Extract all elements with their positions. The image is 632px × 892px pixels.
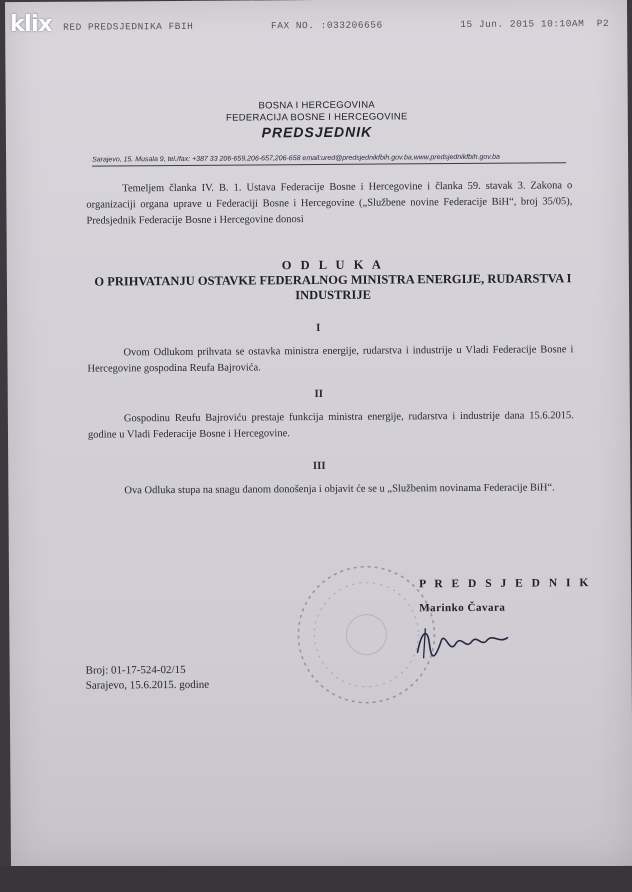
section-text: Ovom Odlukom prihvata se ostavka ministra energije, rudarstva i industrije u Vladi Federacije Bosne i Hercegovine gospodina Reufa Bajrovića. [87,344,574,375]
decision-subtitle: O PRIHVATANJU OSTAVKE FEDERALNOG MINISTRA ENERGIJE, RUDARSTVA I INDUSTRIJE [94,271,572,303]
decision-heading [77,256,589,305]
signature-name: Marinko Čavara [419,601,506,615]
document-number: Broj: 01-17-524-02/15 [85,663,186,677]
letterhead-federation: FEDERACIJA BOSNE I HERCEGOVINE [225,111,408,124]
signature-block [419,577,592,614]
klix-logo: klix [10,12,52,37]
letterhead-country: BOSNA I HERCEGOVINA [258,99,376,112]
fax-sender: RED PREDSJEDNIKA FBIH [63,20,194,33]
section-text: Ova Odluka stupa na snagu danom donošenja i objavit će se u „Službenim novinama Federacije BiH“. [124,482,555,497]
document-page [5,0,632,870]
letterhead [6,98,628,142]
document-place-date: Sarajevo, 15.6.2015. godine [85,678,210,692]
background-edge [0,866,632,892]
document-footer [86,663,210,694]
decision-title: O D L U K A [281,257,384,273]
letterhead-office: PREDSJEDNIK [261,123,373,141]
signature-title: P R E D S J E D N I K [419,577,592,591]
letterhead-address: Sarajevo, 15. Musala 9, tel./fax: +387 33 206-659,206-657,206-658 email:ured@predsjednikfbih.gov.ba,www.predsjednikfbih.gov.ba [92,153,566,166]
section-number: II [314,387,324,401]
fax-header [63,18,609,33]
section-number: III [312,459,326,473]
section-text: Gospodinu Reufu Bajroviću prestaje funkcija ministra energije, rudarstva i industrije dana 15.6.2015. godine u Vladi Federacije Bosne i Hercegovine. [87,410,574,441]
fax-datetime: 15 Jun. 2015 10:10AM P2 [460,17,610,31]
preamble-text: Temeljem članka IV. B. 1. Ustava Federacije Bosne i Hercegovine i članka 59. stavak 3. Zakona o organizaciji organa uprave u Federaciji Bosne i Hercegovine („Službene novine Federacije BiH“, broj 35/05), Predsjednik Federacije Bosne i Hercegovine donosi [86,180,573,227]
handwritten-signature [411,614,521,665]
section-number: I [316,321,321,335]
fax-number: FAX NO. :033206656 [270,19,383,32]
